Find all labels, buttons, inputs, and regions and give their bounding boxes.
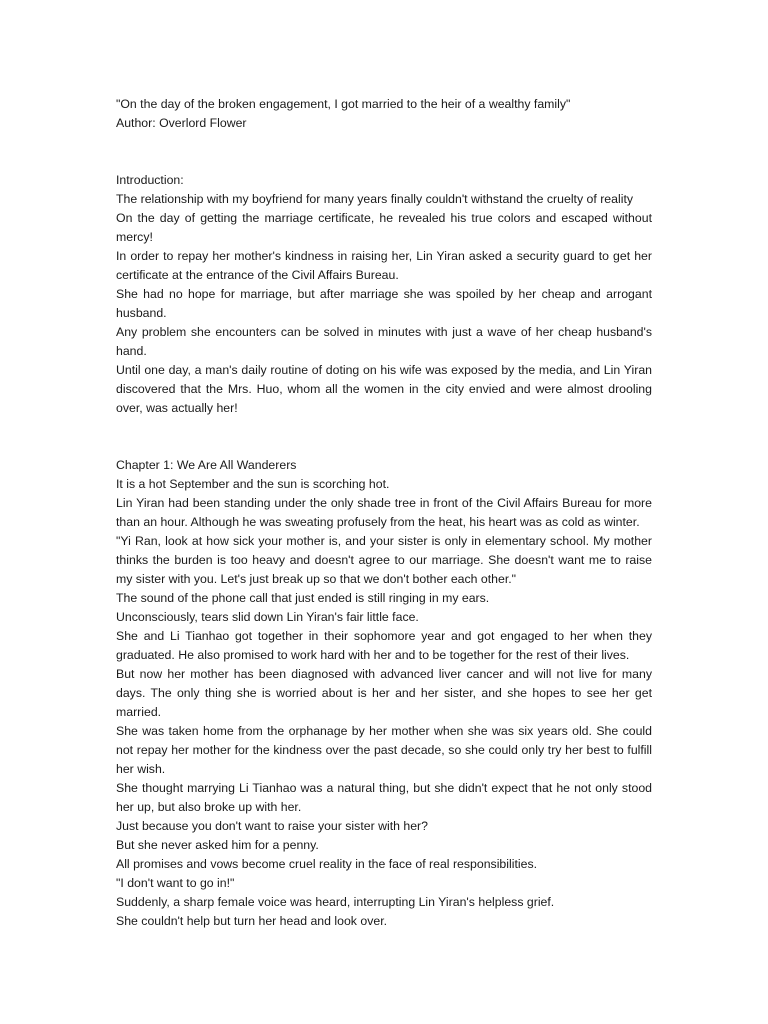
chapter-paragraph: Unconsciously, tears slid down Lin Yiran's fair little face. bbox=[116, 610, 419, 624]
chapter-paragraph: It is a hot September and the sun is scorching hot. bbox=[116, 477, 390, 491]
document-title: "On the day of the broken engagement, I got married to the heir of a wealthy family" bbox=[116, 97, 571, 111]
intro-heading: Introduction: bbox=[116, 173, 184, 187]
spacer bbox=[116, 133, 652, 171]
chapter-paragraph: All promises and vows become cruel reality in the face of real responsibilities. bbox=[116, 857, 538, 871]
chapter-paragraph: She couldn't help but turn her head and look over. bbox=[116, 914, 388, 928]
intro-paragraph: In order to repay her mother's kindness in raising her, Lin Yiran asked a security guard to get her certificate at the entrance of the Civil Affairs Bureau. bbox=[116, 249, 652, 282]
chapter-paragraph: She and Li Tianhao got together in their sophomore year and got engaged to her when they graduated. He also promised to work hard with her and to be together for the rest of their lives. bbox=[116, 629, 652, 662]
spacer bbox=[116, 418, 652, 456]
chapter-paragraph: She thought marrying Li Tianhao was a natural thing, but she didn't expect that he not only stood her up, but also broke up with her. bbox=[116, 781, 652, 814]
intro-paragraph: Any problem she encounters can be solved in minutes with just a wave of her cheap husband's hand. bbox=[116, 325, 652, 358]
chapter-heading: Chapter 1: We Are All Wanderers bbox=[116, 458, 297, 472]
intro-paragraph: She had no hope for marriage, but after marriage she was spoiled by her cheap and arrogant husband. bbox=[116, 287, 652, 320]
intro-paragraph: Until one day, a man's daily routine of doting on his wife was exposed by the media, and Lin Yiran discovered that the Mrs. Huo, whom all the women in the city envied and were almost drooling over, was actually her! bbox=[116, 363, 652, 415]
intro-paragraph: On the day of getting the marriage certificate, he revealed his true colors and escaped without mercy! bbox=[116, 211, 652, 244]
chapter-paragraph: The sound of the phone call that just ended is still ringing in my ears. bbox=[116, 591, 490, 605]
chapter-paragraph: But she never asked him for a penny. bbox=[116, 838, 319, 852]
chapter-paragraph: But now her mother has been diagnosed with advanced liver cancer and will not live for many days. The only thing she is worried about is her and her sister, and she hopes to see her get married. bbox=[116, 667, 652, 719]
intro-paragraph: The relationship with my boyfriend for many years finally couldn't withstand the cruelty of reality bbox=[116, 192, 634, 206]
chapter-paragraph: Suddenly, a sharp female voice was heard, interrupting Lin Yiran's helpless grief. bbox=[116, 895, 555, 909]
chapter-paragraph: Lin Yiran had been standing under the only shade tree in front of the Civil Affairs Bureau for more than an hour. Although he was sweating profusely from the heat, his heart was as cold as winter. bbox=[116, 496, 652, 529]
chapter-paragraph: Just because you don't want to raise your sister with her? bbox=[116, 819, 428, 833]
chapter-paragraph: "Yi Ran, look at how sick your mother is, and your sister is only in elementary school. My mother thinks the burden is too heavy and doesn't agree to our marriage. She doesn't want me to raise my sister with you. Let's just break up so that we don't bother each other." bbox=[116, 534, 652, 586]
document-author: Author: Overlord Flower bbox=[116, 116, 247, 130]
document-page bbox=[116, 95, 652, 931]
chapter-paragraph: She was taken home from the orphanage by her mother when she was six years old. She could not repay her mother for the kindness over the past decade, so she could only try her best to fulfill her wish. bbox=[116, 724, 652, 776]
chapter-paragraph: "I don't want to go in!" bbox=[116, 876, 235, 890]
